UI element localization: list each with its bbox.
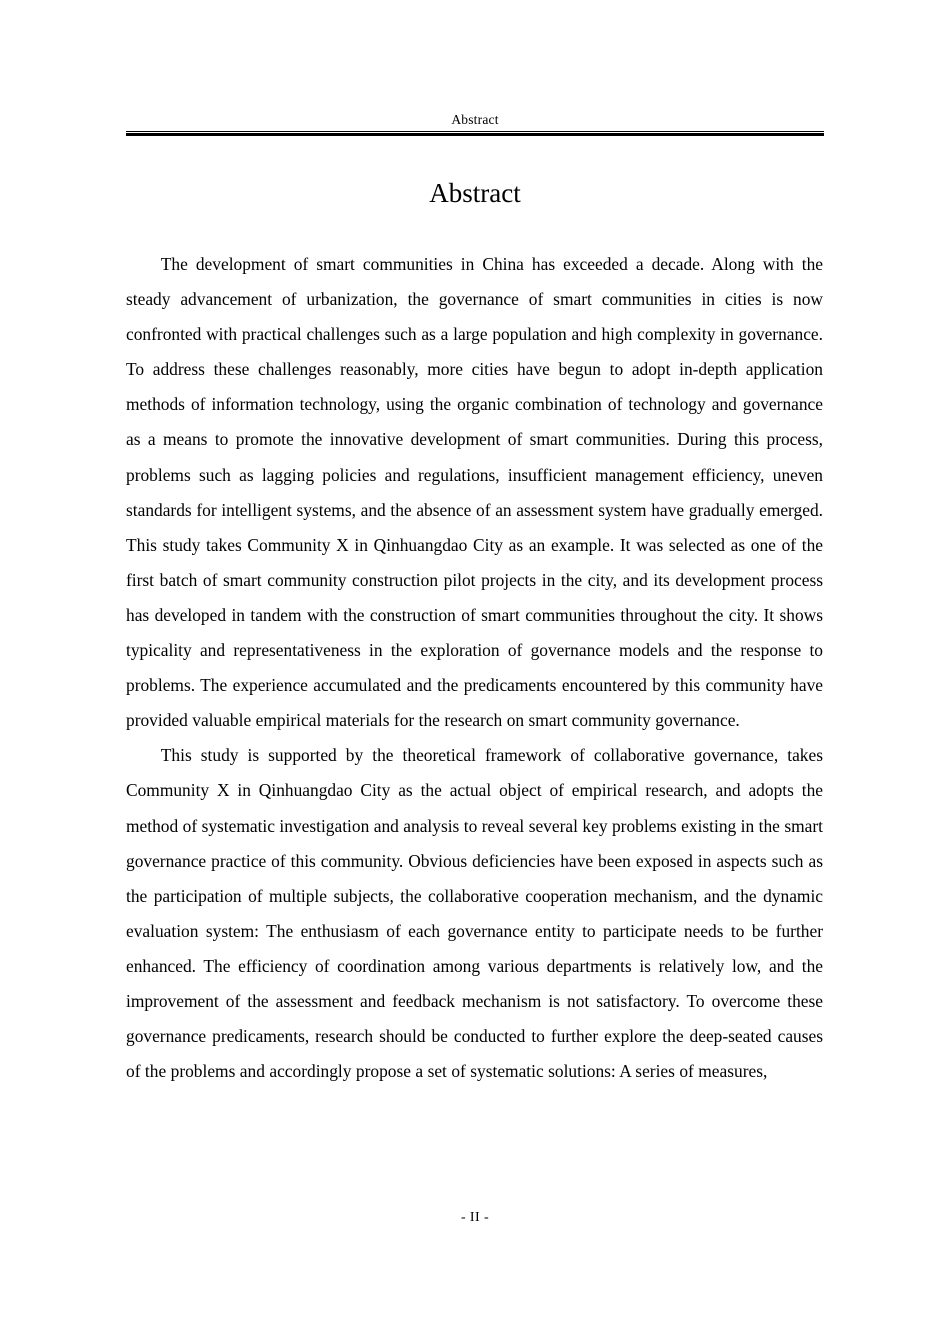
abstract-paragraph-2: This study is supported by the theoretical framework of collaborative governance, takes Community X in Qinhuangdao City as the actual object of empirical research, and adopts the method of systematic investigation and analysis to reveal several key problems existing in the smart governance practice of this community. Obvious deficiencies have been exposed in aspects such as the participation of multiple subjects, the collaborative cooperation mechanism, and the dynamic evaluation system: The enthusiasm of each governance entity to participate needs to be further enhanced. The efficiency of coordination among various departments is relatively low, and the improvement of the assessment and feedback mechanism is not satisfactory. To overcome these governance predicaments, research should be conducted to further explore the deep-seated causes of the problems and accordingly propose a set of systematic solutions: A series of measures, [126, 745, 823, 1082]
header-double-rule [126, 131, 824, 136]
running-header [126, 112, 824, 136]
running-header-text: Abstract [451, 112, 499, 127]
page-footer [126, 1208, 824, 1227]
header-rule-thick-line [126, 133, 824, 136]
page-title: Abstract [429, 178, 521, 208]
abstract-body [126, 247, 823, 1089]
abstract-paragraph-1: The development of smart communities in China has exceeded a decade. Along with the steady advancement of urbanization, the governance of smart communities in cities is now confronted with practical challenges such as a large population and high complexity in governance. To address these challenges reasonably, more cities have begun to adopt in-depth application methods of information technology, using the organic combination of technology and governance as a means to promote the innovative development of smart communities. During this process, problems such as lagging policies and regulations, insufficient management efficiency, uneven standards for intelligent systems, and the absence of an assessment system have gradually emerged. This study takes Community X in Qinhuangdao City as an example. It was selected as one of the first batch of smart community construction pilot projects in the city, and its development process has developed in tandem with the construction of smart communities throughout the city. It shows typicality and representativeness in the exploration of governance models and the response to problems. The experience accumulated and the predicaments encountered by this community have provided valuable empirical materials for the research on smart community governance. [126, 254, 823, 731]
page-number: - II - [460, 1210, 490, 1225]
